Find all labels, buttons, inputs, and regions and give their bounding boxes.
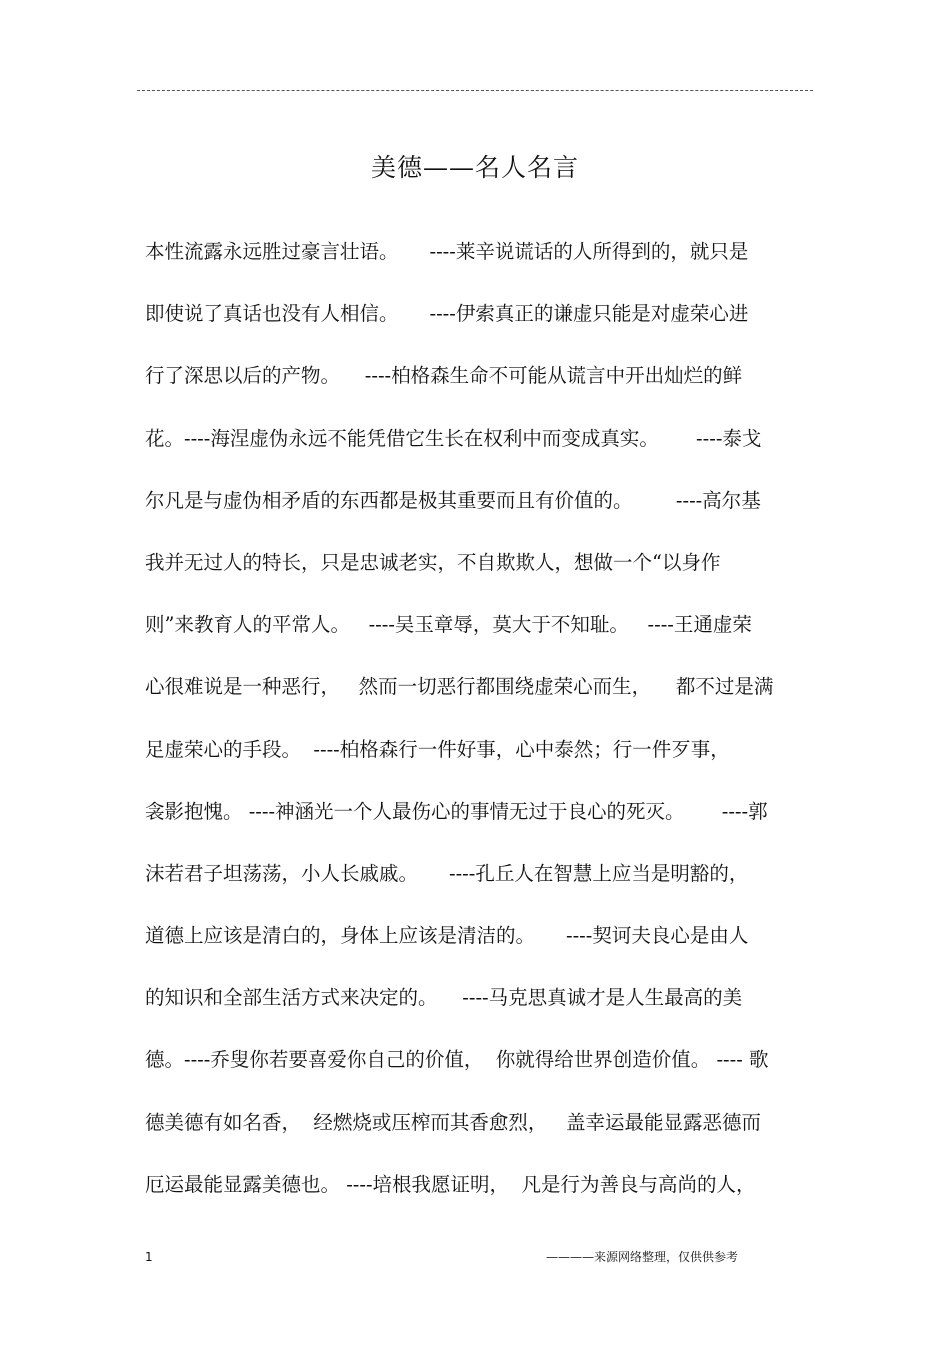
body-line: 厄运最能显露美德也。 ----培根我愿证明， 凡是行为善良与高尚的人， [145,1172,756,1196]
footer-source-note: ————来源网络整理，仅供供参考 [546,1250,739,1264]
body-line: 沫若君子坦荡荡，小人长戚戚。 ----孔丘人在智慧上应当是明豁的， [145,861,749,885]
body-line: 则”来教育人的平常人。 ----吴玉章辱，莫大于不知耻。 ----王通虚荣 [145,613,752,637]
body-line: 道德上应该是清白的，身体上应该是清洁的。 ----契诃夫良心是由人 [145,924,749,948]
body-line: 衾影抱愧。 ----神涵光一个人最伤心的事情无过于良心的死灭。 ----郭 [145,799,768,823]
body-line: 足虚荣心的手段。 ----柏格森行一件好事，心中泰然；行一件歹事， [145,737,730,761]
document-body [145,232,825,1227]
body-line: 花。----海涅虚伪永远不能凭借它生长在权利中而变成真实。 ----泰戈 [145,426,762,450]
body-line: 行了深思以后的产物。 ----柏格森生命不可能从谎言中开出灿烂的鲜 [145,364,743,388]
body-line: 本性流露永远胜过豪言壮语。 ----莱辛说谎话的人所得到的，就只是 [145,240,749,263]
body-line: 德。----乔叟你若要喜爱你自己的价值， 你就得给世界创造价值。 ---- 歌 [145,1048,769,1072]
body-line: 即使说了真话也没有人相信。 ----伊索真正的谦虚只能是对虚荣心进 [145,302,749,326]
body-line: 尔凡是与虚伪相矛盾的东西都是极其重要而且有价值的。 ----高尔基 [145,488,761,512]
body-line: 心很难说是一种恶行， 然而一切恶行都围绕虚荣心而生， 都不过是满 [145,675,774,699]
body-line: 我并无过人的特长，只是忠诚老实，不自欺欺人，想做一个“以身作 [145,550,721,574]
document-title: 美德——名人名言 [370,153,579,182]
page-number: 1 [145,1250,153,1264]
header-divider [137,90,813,91]
body-line: 的知识和全部生活方式来决定的。 ----马克思真诚才是人生最高的美 [145,986,743,1010]
body-line: 德美德有如名香， 经燃烧或压榨而其香愈烈， 盖幸运最能显露恶德而 [145,1110,761,1134]
